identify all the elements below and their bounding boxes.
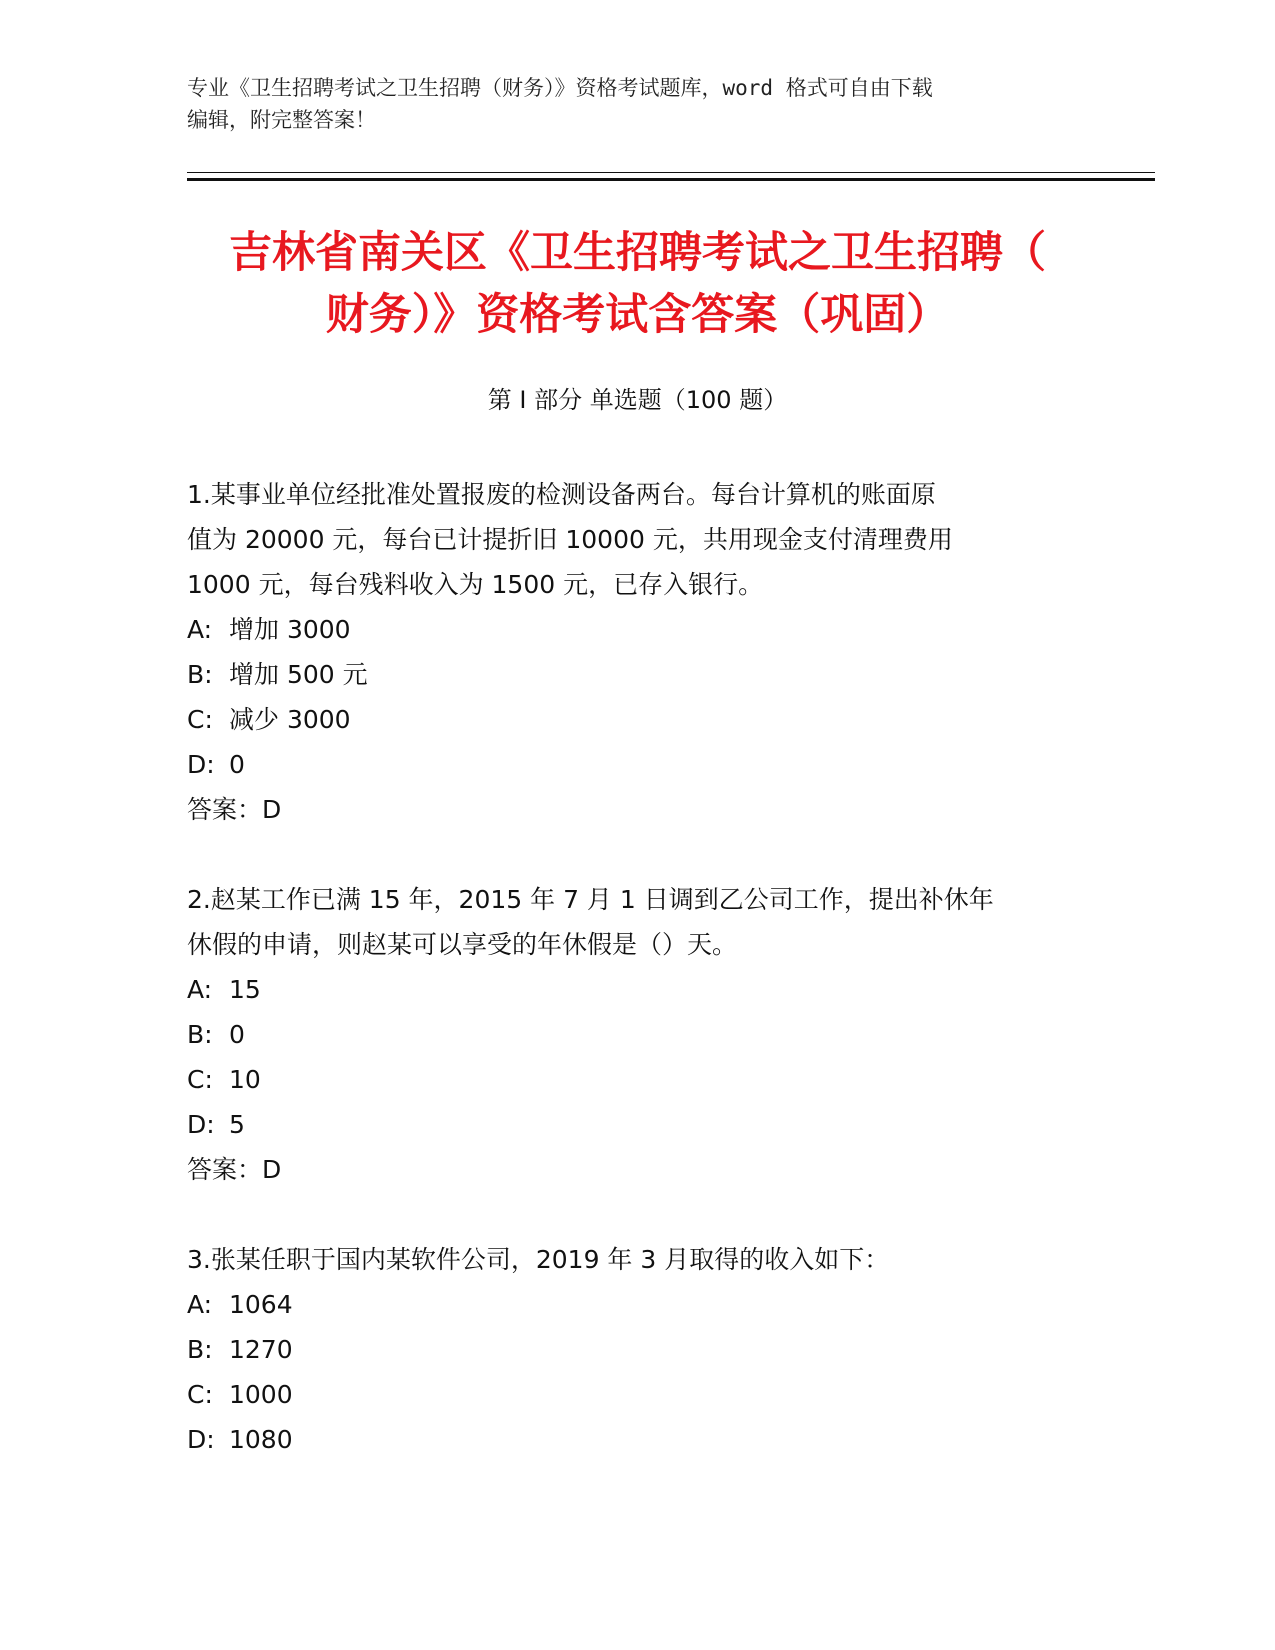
option-text: 减少 3000	[229, 705, 351, 734]
question-text-line: 值为 20000 元，每台已计提折旧 10000 元，共用现金支付清理费用	[187, 525, 953, 554]
header-note-line-1: 专业《卫生招聘考试之卫生招聘（财务）》资格考试题库，word 格式可自由下载	[187, 76, 933, 100]
option-letter: B:	[187, 1020, 213, 1049]
option-letter: B:	[187, 660, 213, 689]
option-b	[187, 652, 1087, 697]
option-letter: A:	[187, 615, 213, 644]
question-1	[187, 472, 1087, 832]
option-letter: C:	[187, 1065, 213, 1094]
option-a	[187, 607, 1087, 652]
header-divider-thin	[187, 172, 1155, 173]
question-2	[187, 877, 1087, 1192]
option-c	[187, 1372, 1087, 1417]
option-letter: C:	[187, 1380, 213, 1409]
option-text: 1080	[229, 1425, 293, 1454]
option-text: 1270	[229, 1335, 293, 1364]
option-b	[187, 1012, 1087, 1057]
option-letter: A:	[187, 975, 213, 1004]
option-text: 15	[229, 975, 261, 1004]
answer-line: 答案：D	[187, 1155, 282, 1184]
option-text: 10	[229, 1065, 261, 1094]
option-d	[187, 1102, 1087, 1147]
option-letter: B:	[187, 1335, 213, 1364]
option-a	[187, 1282, 1087, 1327]
document-title-line-2: 财务）》资格考试含答案（巩固）	[325, 290, 950, 340]
option-letter: D:	[187, 750, 215, 779]
question-3	[187, 1237, 1087, 1462]
question-text-line: 1000 元，每台残料收入为 1500 元，已存入银行。	[187, 570, 764, 599]
option-letter: C:	[187, 705, 213, 734]
option-c	[187, 1057, 1087, 1102]
document-title	[150, 222, 1125, 346]
option-text: 1064	[229, 1290, 293, 1319]
option-text: 5	[229, 1110, 245, 1139]
option-d	[187, 1417, 1087, 1462]
header-divider-thick	[187, 178, 1155, 181]
question-text-line: 休假的申请，则赵某可以享受的年休假是（）天。	[187, 930, 738, 959]
section-title: 第 I 部分 单选题（100 题）	[487, 386, 788, 414]
option-d	[187, 742, 1087, 787]
option-letter: D:	[187, 1425, 215, 1454]
option-a	[187, 967, 1087, 1012]
header-note	[187, 72, 1087, 136]
question-list	[187, 472, 1087, 1462]
question-text-line: 3.张某任职于国内某软件公司，2019 年 3 月取得的收入如下：	[187, 1245, 890, 1274]
header-note-line-2: 编辑，附完整答案！	[187, 108, 376, 132]
document-title-line-1: 吉林省南关区《卫生招聘考试之卫生招聘（	[229, 228, 1046, 278]
option-b	[187, 1327, 1087, 1372]
option-text: 1000	[229, 1380, 293, 1409]
option-letter: D:	[187, 1110, 215, 1139]
question-text-line: 1.某事业单位经批准处置报废的检测设备两台。每台计算机的账面原	[187, 480, 936, 509]
option-text: 增加 3000	[229, 615, 351, 644]
option-text: 增加 500 元	[229, 660, 368, 689]
answer-line: 答案：D	[187, 795, 282, 824]
option-text: 0	[229, 1020, 245, 1049]
option-c	[187, 697, 1087, 742]
option-letter: A:	[187, 1290, 213, 1319]
option-text: 0	[229, 750, 245, 779]
question-text-line: 2.赵某工作已满 15 年，2015 年 7 月 1 日调到乙公司工作，提出补休年	[187, 885, 994, 914]
